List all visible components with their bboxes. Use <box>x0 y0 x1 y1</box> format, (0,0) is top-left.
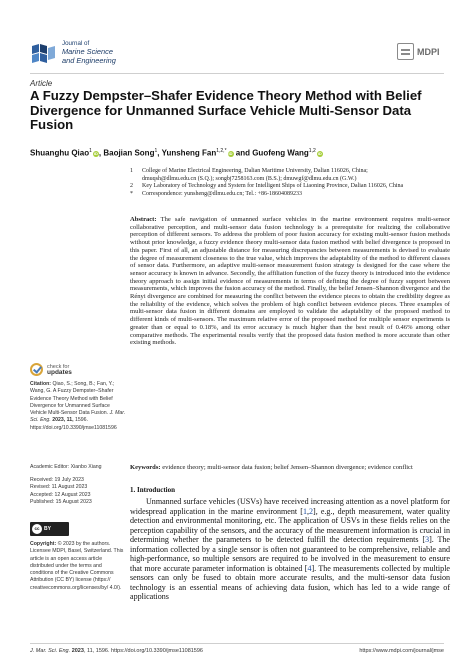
citation-year-volume: 2023, 11, <box>52 417 74 424</box>
section-heading: 1. Introduction <box>130 486 175 494</box>
author[interactable]: Guofeng Wang <box>252 148 309 158</box>
publisher-name: MDPI <box>417 46 440 57</box>
affiliation-item <box>130 168 450 183</box>
journal-name <box>62 40 116 65</box>
author[interactable]: Yunsheng Fan <box>161 148 217 158</box>
attribution-label: BY <box>44 526 51 532</box>
reference-link[interactable]: 4 <box>307 563 312 573</box>
journal-url-link[interactable]: https://www.mdpi.com/journal/jmse <box>359 648 444 654</box>
journal-name-line3: and Engineering <box>62 55 116 65</box>
reference-link[interactable]: 2 <box>309 506 314 516</box>
publisher-logo[interactable] <box>397 43 440 60</box>
citation-label: Citation: <box>30 381 52 387</box>
article-type: Article <box>30 79 53 88</box>
date-accepted: Accepted: 12 August 2023 <box>30 491 91 498</box>
copyright-text: © 2023 by the authors. Licensee MDPI, Basel, Switzerland. This article is an open access article distributed under the terms and conditions of the Creative Commons Attribution (CC BY) license (https:// creativecommons.org/licenses/by/ 4.0/). <box>30 541 124 591</box>
journal-name-line1: Journal of <box>62 40 90 47</box>
footer-doi[interactable]: , 11, 1596. https://doi.org/10.3390/jmse11081596 <box>83 648 203 654</box>
check-updates-line1: check for <box>47 363 70 370</box>
reference-link[interactable]: 1 <box>302 506 307 516</box>
author-list <box>30 148 323 158</box>
copyright-label: Copyright: <box>30 541 57 547</box>
affiliation-number: 2 <box>130 183 133 190</box>
orcid-icon[interactable]: iD <box>228 150 233 156</box>
affiliation-item <box>130 191 450 199</box>
paper-title: A Fuzzy Dempster–Shafer Evidence Theory Method with Belief Divergence for Unmanned Surface Vehicle Multi-Sensor Data Fusion <box>30 88 422 133</box>
affiliation-line: Key Laboratory of Technology and System for Intelligent Ships of Liaoning Province, Dalian 116026, China <box>142 183 404 190</box>
intro-text: ]. The information collected by a single sensor is often not guaranteed to be comprehensive, reliable and high-performance, so multiple sensors are required to be involved in the measurement to ensure that more accurate parameter information is obtained [ <box>130 535 450 573</box>
orcid-icon[interactable]: iD <box>317 150 322 156</box>
ref-separator: , <box>306 506 309 516</box>
affiliations <box>130 168 450 198</box>
check-updates-icon <box>30 363 43 376</box>
author[interactable]: Baojian Song <box>103 148 155 158</box>
intro-text: ]. The measurements collected by multiple sensors can only be fused to obtain more accurate results, and the multi-sensor data fusion technology is an essential means of achieving data fusion, which has led to a wide range of applications <box>130 563 451 602</box>
keywords-text: evidence theory; multi-sensor data fusion; belief Jensen–Shannon divergence; evidence conflict <box>162 464 413 471</box>
introduction-paragraph <box>130 497 450 602</box>
author-affiliation-mark: 1 <box>154 148 158 154</box>
mdpi-icon <box>397 43 414 60</box>
check-updates-line2: updates <box>47 368 72 376</box>
citation-journal: J. Mar. Sci. Eng. <box>30 410 126 424</box>
date-revised: Revised: 11 August 2023 <box>30 484 88 491</box>
affiliation-item <box>130 183 450 191</box>
header-divider <box>30 73 444 74</box>
date-received: Received: 19 July 2023 <box>30 477 84 483</box>
author-separator: , <box>98 148 104 158</box>
journal-logo-icon <box>30 42 58 66</box>
author-affiliation-mark: 1 <box>89 148 92 154</box>
author-separator: , <box>157 148 162 158</box>
abstract-label: Abstract: <box>130 216 157 223</box>
footer-divider <box>30 643 444 644</box>
footer-year: 2023 <box>71 648 84 654</box>
publication-dates <box>30 477 126 506</box>
keywords <box>130 464 450 472</box>
intro-text: ], e.g., depth measurement, water quality detection and environmental monitoring, etc. The application of USVs in these fields relies on the perception capability of the sensors, and the accuracy of the measurement information is crucial in determining whether the parameters to be detected fulfill the detection requirements [ <box>130 506 451 545</box>
journal-name-line2: Marine Science <box>62 47 113 57</box>
copyright-notice <box>30 541 126 592</box>
cc-by-license-badge[interactable] <box>30 522 69 536</box>
footer-journal: J. Mar. Sci. Eng. <box>30 648 71 654</box>
author-affiliation-mark: 1,2,* <box>216 148 227 154</box>
reference-link[interactable]: 3 <box>425 535 430 545</box>
correspondence-line: Correspondence: yunsheng@dlmu.edu.cn; Tel.: +86-18604089233 <box>142 190 303 197</box>
creative-commons-icon: cc <box>32 524 42 534</box>
affiliation-line: College of Marine Electrical Engineering, Dalian Maritime University, Dalian 116026, China; <box>142 168 368 174</box>
keywords-label: Keywords: <box>130 464 161 471</box>
affiliation-number: 1 <box>130 168 133 174</box>
affiliation-line: dmuqsh@dlmu.edu.cn (S.Q.); songbj7258163.com (B.S.); dmuwgf@dlmu.edu.cn (G.W.) <box>142 175 357 182</box>
author-separator: and <box>233 148 253 158</box>
check-for-updates-button[interactable] <box>30 363 72 376</box>
intro-text: Unmanned surface vehicles (USVs) have received increasing attention as a novel platform for widespread application in the marine environment [ <box>130 497 450 516</box>
orcid-icon[interactable]: iD <box>93 150 98 156</box>
date-published: Published: 15 August 2023 <box>30 498 92 505</box>
abstract-text: The safe navigation of unmanned surface vehicles in the marine environment requires multi-sensor collaborative perception, and multi-sensor data fusion technology is a prerequisite for realizing the collaborative perception of different sensors. To address the problem of poor fusion accuracy for existing multi-sensor fusion methods without prior knowledge, a fuzzy evidence theory multi-sensor data fusion method with belief divergence is proposed in this paper. First of all, an adjustable distance for measuring discrepancies between measurements is devised to evaluate the degree of measurement closeness to the true value, which improves the adaptability of the method to different classes of sensor data. Furthermore, an adaptive multi-sensor measurement fusion strategy is designed for the case where the sensor accuracy is known in advance. Secondly, the affiliation function of the fuzzy theory is introduced into the evidence theory approach to assign initial evidence of measurements in terms of defining the degree of fuzzy support between measurements, which improves the fusion accuracy of the method. Finally, the belief Jensen–Shannon divergence and the Rényi divergence are combined for measuring the conflict between the evidence pieces to obtain the credibility degree as the reliability of the evidence, which solves the problem of high conflict between evidence pieces. Three examples of multi-sensor data fusion in different domains are employed to validate the adaptability of the proposed method to different kinds of multi-sensors. The maximum relative error of the proposed method for multiple sensor experiments is greater than or equal to 0.18%, and its error accuracy is much higher than the best result of 0.46% among other comparative methods. The experimental results verify that the proposed data fusion method is more accurate than other existing methods. <box>130 216 450 347</box>
academic-editor: Academic Editor: Xianbo Xiang <box>30 464 102 470</box>
abstract <box>130 216 450 347</box>
citation-block <box>30 381 126 432</box>
citation-text: Qiao, S.; Song, B.; Fan, Y.; Wang, G. A Fuzzy Dempster–Shafer Evidence Theory Method with Belief Divergence for Unmanned Surface Vehicle Multi-Sensor Data Fusion. <box>30 381 115 417</box>
affiliation-number: * <box>130 190 133 197</box>
author-affiliation-mark: 1,2 <box>308 148 316 154</box>
footer-citation <box>30 648 203 654</box>
author[interactable]: Shuanghu Qiao <box>30 148 90 158</box>
citation-doi[interactable]: 1596. https://doi.org/10.3390/jmse11081596 <box>30 417 117 431</box>
